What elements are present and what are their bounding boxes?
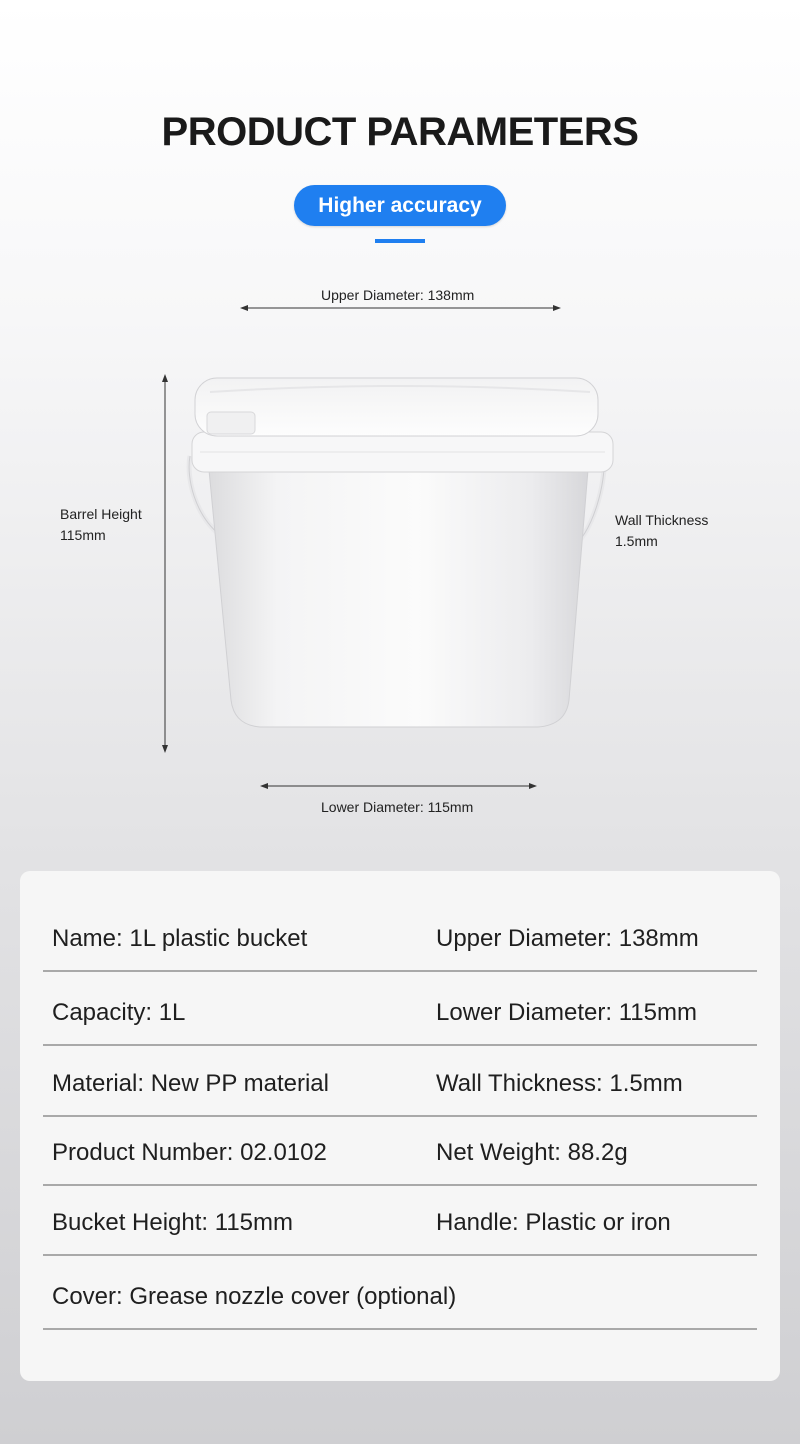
barrel-height-title: Barrel Height	[60, 506, 142, 522]
page-title: PRODUCT PARAMETERS	[161, 110, 639, 154]
barrel-height-label	[60, 504, 142, 546]
wall-thickness-value: 1.5mm	[615, 533, 658, 549]
spec-row	[43, 1182, 757, 1256]
spec-capacity: Capacity: 1L	[52, 999, 186, 1026]
spec-net-weight: Net Weight: 88.2g	[436, 1139, 628, 1166]
lower-diameter-label: Lower Diameter: 115mm	[321, 799, 474, 815]
spec-bucket-height: Bucket Height: 115mm	[52, 1209, 293, 1236]
spec-wall-thickness: Wall Thickness: 1.5mm	[436, 1070, 683, 1097]
spec-product-number: Product Number: 02.0102	[52, 1139, 327, 1166]
spec-material: Material: New PP material	[52, 1070, 329, 1097]
spec-name: Name: 1L plastic bucket	[52, 925, 308, 952]
wall-thickness-label	[615, 510, 708, 552]
spec-row	[43, 1112, 757, 1186]
spec-table	[20, 871, 780, 1381]
spec-row	[43, 972, 757, 1046]
spec-row	[43, 1043, 757, 1117]
spec-upper-diameter: Upper Diameter: 138mm	[436, 925, 699, 952]
bucket-image	[189, 378, 613, 727]
spec-handle: Handle: Plastic or iron	[436, 1209, 671, 1236]
spec-lower-diameter: Lower Diameter: 115mm	[436, 999, 697, 1026]
spec-row	[43, 898, 757, 972]
lower-diameter-arrow	[260, 783, 537, 789]
spec-cover: Cover: Grease nozzle cover (optional)	[52, 1283, 457, 1310]
barrel-height-arrow	[162, 374, 168, 753]
wall-thickness-title: Wall Thickness	[615, 512, 709, 528]
accuracy-badge: Higher accuracy	[294, 185, 506, 226]
spec-row	[43, 1256, 757, 1330]
upper-diameter-label: Upper Diameter: 138mm	[321, 287, 475, 303]
barrel-height-value: 115mm	[60, 527, 106, 543]
